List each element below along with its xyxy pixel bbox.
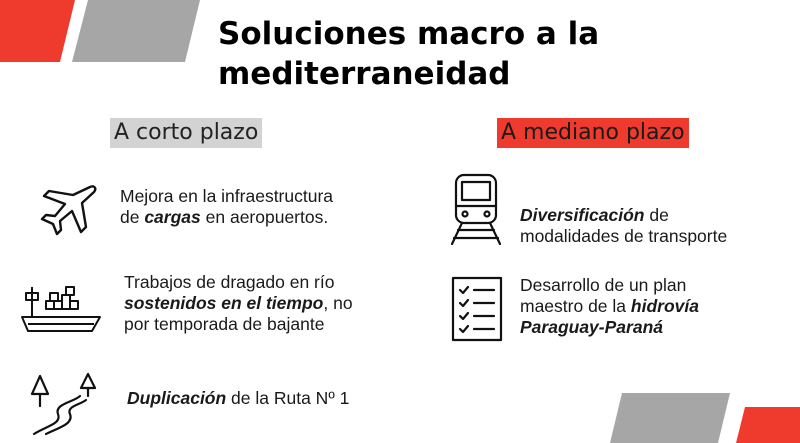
checklist-icon: [450, 275, 504, 343]
emphasis-text: cargas: [144, 207, 201, 227]
medium-term-heading: A mediano plazo: [497, 118, 689, 148]
item-line: por temporada de bajante: [124, 314, 325, 334]
bottom-right-accent-shapes: [600, 393, 800, 443]
item-line: [124, 293, 353, 314]
text-segment: maestro de la: [520, 296, 631, 316]
emphasis-text: sostenidos en el tiempo: [124, 293, 324, 313]
cargo-ship-icon: [20, 285, 102, 335]
item-line: [520, 317, 699, 338]
airplane-icon: [28, 183, 98, 241]
text-segment: en aeropuertos.: [200, 207, 329, 227]
top-left-accent-shapes: [0, 0, 200, 62]
text-segment: de: [644, 205, 669, 225]
emphasis-text: Paraguay-Paraná: [520, 317, 663, 337]
emphasis-text: Diversificación: [520, 205, 645, 225]
train-icon: [448, 172, 504, 246]
item-line: [127, 388, 349, 409]
item-line: Desarrollo de un plan: [520, 275, 687, 295]
medium-term-item-1-text: [520, 205, 727, 247]
short-term-item-2-text: [124, 272, 353, 335]
text-segment: , no: [323, 293, 353, 313]
item-line: [520, 205, 727, 226]
road-trees-icon: [28, 372, 100, 436]
title-line-1: Soluciones macro a la: [218, 16, 600, 52]
short-term-heading: A corto plazo: [110, 118, 262, 148]
slide-title: [218, 14, 688, 94]
title-line-2: mediterraneidad: [218, 56, 511, 92]
emphasis-text: hidrovía: [630, 296, 699, 316]
item-line: Trabajos de dragado en río: [124, 272, 335, 292]
item-line: modalidades de transporte: [520, 226, 728, 246]
item-line: [520, 296, 699, 317]
medium-term-item-2-text: [520, 275, 699, 338]
short-term-item-1-text: [120, 186, 333, 228]
emphasis-text: Duplicación: [127, 388, 227, 408]
text-segment: de la Ruta Nº 1: [226, 388, 350, 408]
short-term-item-3-text: [127, 388, 349, 409]
text-segment: de: [120, 207, 145, 227]
item-line: [120, 207, 333, 228]
item-line: Mejora en la infraestructura: [120, 186, 334, 206]
